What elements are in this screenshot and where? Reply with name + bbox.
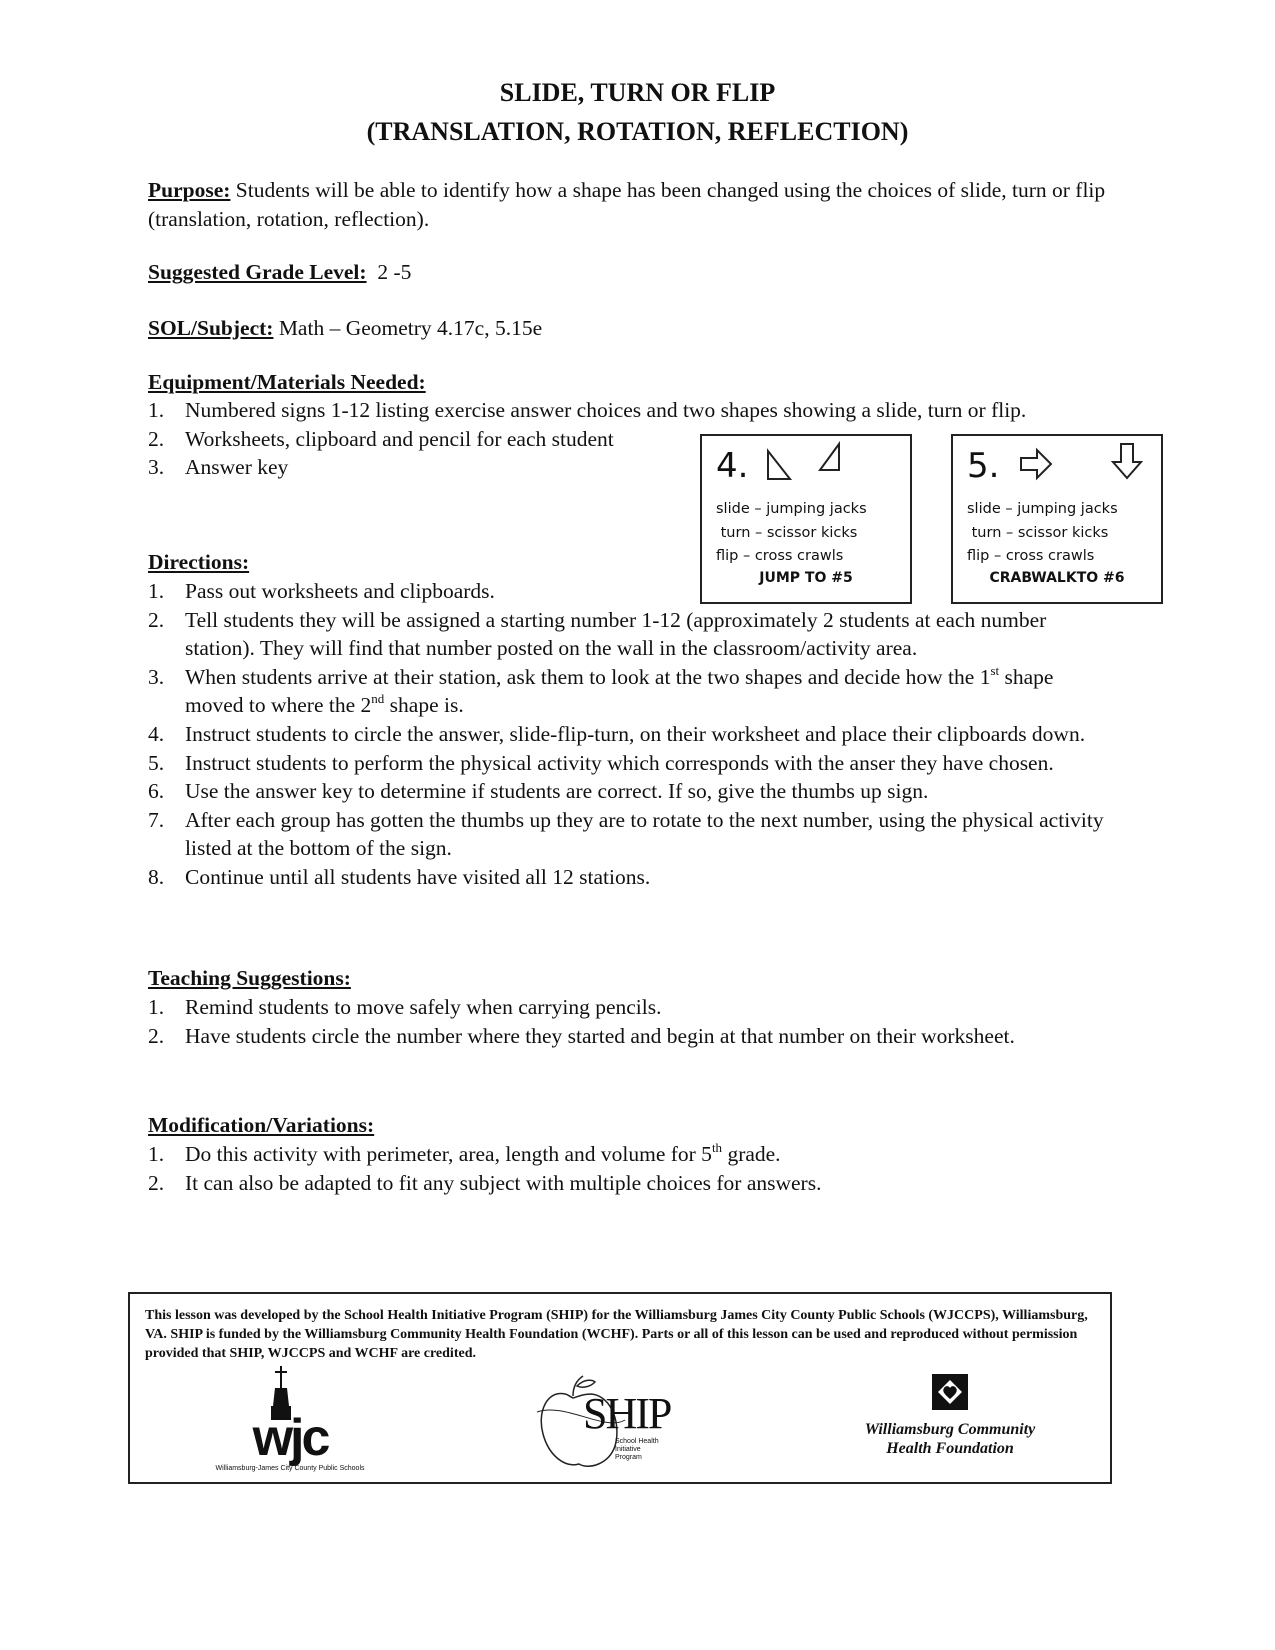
list-text: It can also be adapted to fit any subject with multiple choices for answers. [185, 1170, 822, 1195]
teaching-heading-label: Teaching Suggestions: [148, 966, 351, 990]
ship-logo [535, 1372, 685, 1472]
list-number: 1. [148, 579, 165, 603]
list-text: Use the answer key to determine if students are correct. If so, give the thumbs up sign. [185, 779, 929, 804]
option-turn: turn – scissor kicks [716, 524, 858, 541]
sign-next-station: JUMP TO #5 [759, 570, 853, 586]
list-item [148, 806, 1108, 863]
option-slide: slide – jumping jacks [967, 501, 1118, 517]
purpose-heading: Purpose: [148, 178, 231, 202]
list-number: 3. [148, 455, 165, 480]
wchf-name-line2: Health Foundation [886, 1440, 1014, 1457]
list-text: shape moved to where the 2 [185, 664, 1054, 718]
credits-box [128, 1292, 1112, 1484]
right-arrow-icon [1021, 450, 1051, 478]
modifications-heading-label: Modification/Variations: [148, 1113, 375, 1137]
equipment-heading [148, 368, 1108, 397]
grade-heading: Suggested Grade Level: [148, 260, 367, 284]
equipment-heading-label: Equipment/Materials Needed: [148, 370, 426, 394]
sol-heading: SOL/Subject: [148, 316, 274, 340]
sol-text: Math – Geometry 4.17c, 5.15e [273, 316, 543, 340]
list-number: 3. [148, 664, 165, 689]
list-item [148, 777, 1108, 806]
heart-house-icon [930, 1372, 970, 1412]
list-text: Numbered signs 1-12 listing exercise answer choices and two shapes showing a slide, turn or flip. [185, 398, 1027, 422]
directions-list [148, 577, 1108, 892]
list-item [148, 663, 1108, 720]
down-arrow-icon [1113, 444, 1141, 478]
list-text: Instruct students to circle the answer, slide-flip-turn, on their worksheet and place their clipboards down. [185, 721, 1086, 746]
superscript: nd [371, 691, 385, 707]
sol-section [148, 314, 1108, 343]
list-text: After each group has gotten the thumbs up they are to rotate to the next number, using the physical activity listed at the bottom of the sign. [185, 807, 1104, 861]
list-item [148, 993, 1108, 1022]
list-item [148, 749, 1108, 778]
superscript: st [990, 662, 1000, 678]
purpose-text: Students will be able to identify how a shape has been changed using the choices of slide, turn or flip (translation, rotation, reflection). [148, 178, 1106, 231]
list-number: 1. [148, 995, 165, 1019]
list-number: 1. [148, 398, 165, 422]
grade-text: 2 -5 [366, 260, 412, 284]
list-item [148, 1169, 1108, 1198]
list-number: 1. [148, 1142, 165, 1166]
list-number: 5. [148, 750, 165, 775]
list-number: 6. [148, 779, 165, 804]
list-number: 8. [148, 864, 165, 889]
ship-caption-line: Program [615, 1454, 642, 1461]
ship-caption-line: Initiative [615, 1446, 641, 1453]
credits-text: This lesson was developed by the School Health Initiative Program (SHIP) for the Williamsburg James City County Public Schools (WJCCPS), Williamsburg, VA. SHIP is funded by the Williamsburg Community Health Foundation (WCHF). Parts or all of this lesson can be used and reproduced without permission provided that SHIP, WJCCPS and WCHF are credited. [145, 1308, 1088, 1361]
list-text: When students arrive at their station, ask them to look at the two shapes and decide how the 1 [185, 664, 991, 689]
sign-next-station: CRABWALKTO #6 [989, 570, 1125, 586]
sign-shapes [702, 436, 910, 506]
sign-number: 5. [967, 446, 1000, 486]
list-item [148, 396, 1085, 425]
list-text: Have students circle the number where they started and begin at that number on their worksheet. [185, 1023, 1015, 1048]
list-number: 2. [148, 426, 165, 451]
list-text: Worksheets, clipboard and pencil for each student [185, 426, 614, 451]
option-flip: flip – cross crawls [967, 548, 1095, 564]
list-text: Do this activity with perimeter, area, length and volume for 5 [185, 1142, 712, 1166]
option-slide: slide – jumping jacks [716, 501, 867, 517]
list-item [148, 606, 1108, 663]
list-item [148, 720, 1108, 749]
list-number: 7. [148, 807, 165, 832]
right-triangle-icon [768, 451, 790, 479]
sign-number: 4. [716, 446, 749, 486]
list-number: 2. [148, 1023, 165, 1048]
wjc-wordmark: wjc [252, 1409, 328, 1467]
modifications-list [148, 1140, 1108, 1197]
list-item [148, 863, 1108, 892]
list-text: grade. [722, 1142, 781, 1166]
grade-section [148, 258, 1108, 287]
option-turn: turn – scissor kicks [967, 524, 1109, 541]
list-text: Continue until all students have visited all 12 stations. [185, 864, 651, 889]
list-text: Pass out worksheets and clipboards. [185, 579, 495, 603]
directions-heading-label: Directions: [148, 550, 250, 574]
purpose-section [148, 176, 1108, 233]
list-text: Tell students they will be assigned a starting number 1-12 (approximately 2 students at each number station). They will find that number posted on the wall in the classroom/activity area. [185, 607, 1047, 661]
wchf-name-line1: Williamsburg Community [864, 1421, 1036, 1438]
list-text: Instruct students to perform the physical activity which corresponds with the anser they have chosen. [185, 750, 1054, 775]
wjc-caption: Williamsburg-James City County Public Schools [215, 1465, 365, 1472]
teaching-list [148, 993, 1108, 1050]
list-text: Remind students to move safely when carrying pencils. [185, 995, 662, 1019]
list-item [148, 577, 1108, 606]
teaching-heading [148, 964, 1108, 993]
list-item [148, 1140, 1108, 1169]
flipped-triangle-icon [820, 444, 839, 470]
ship-wordmark: SHIP [583, 1389, 671, 1438]
superscript: th [711, 1140, 723, 1155]
list-text: shape is. [384, 693, 464, 718]
list-number: 2. [148, 1170, 165, 1195]
sign-shapes [953, 436, 1161, 506]
ship-caption [615, 1438, 659, 1462]
wjc-logo [215, 1362, 365, 1477]
option-flip: flip – cross crawls [716, 548, 844, 564]
list-item [148, 1022, 1108, 1051]
directions-heading [148, 548, 1108, 577]
page-title: SLIDE, TURN OR FLIP [499, 78, 776, 107]
list-text: Answer key [185, 455, 289, 480]
wchf-logo [830, 1372, 1070, 1472]
page-subtitle: (TRANSLATION, ROTATION, REFLECTION) [366, 117, 909, 146]
list-number: 2. [148, 607, 165, 632]
modifications-heading [148, 1111, 1108, 1140]
ship-caption-line: School Health [615, 1438, 659, 1445]
list-number: 4. [148, 721, 165, 746]
